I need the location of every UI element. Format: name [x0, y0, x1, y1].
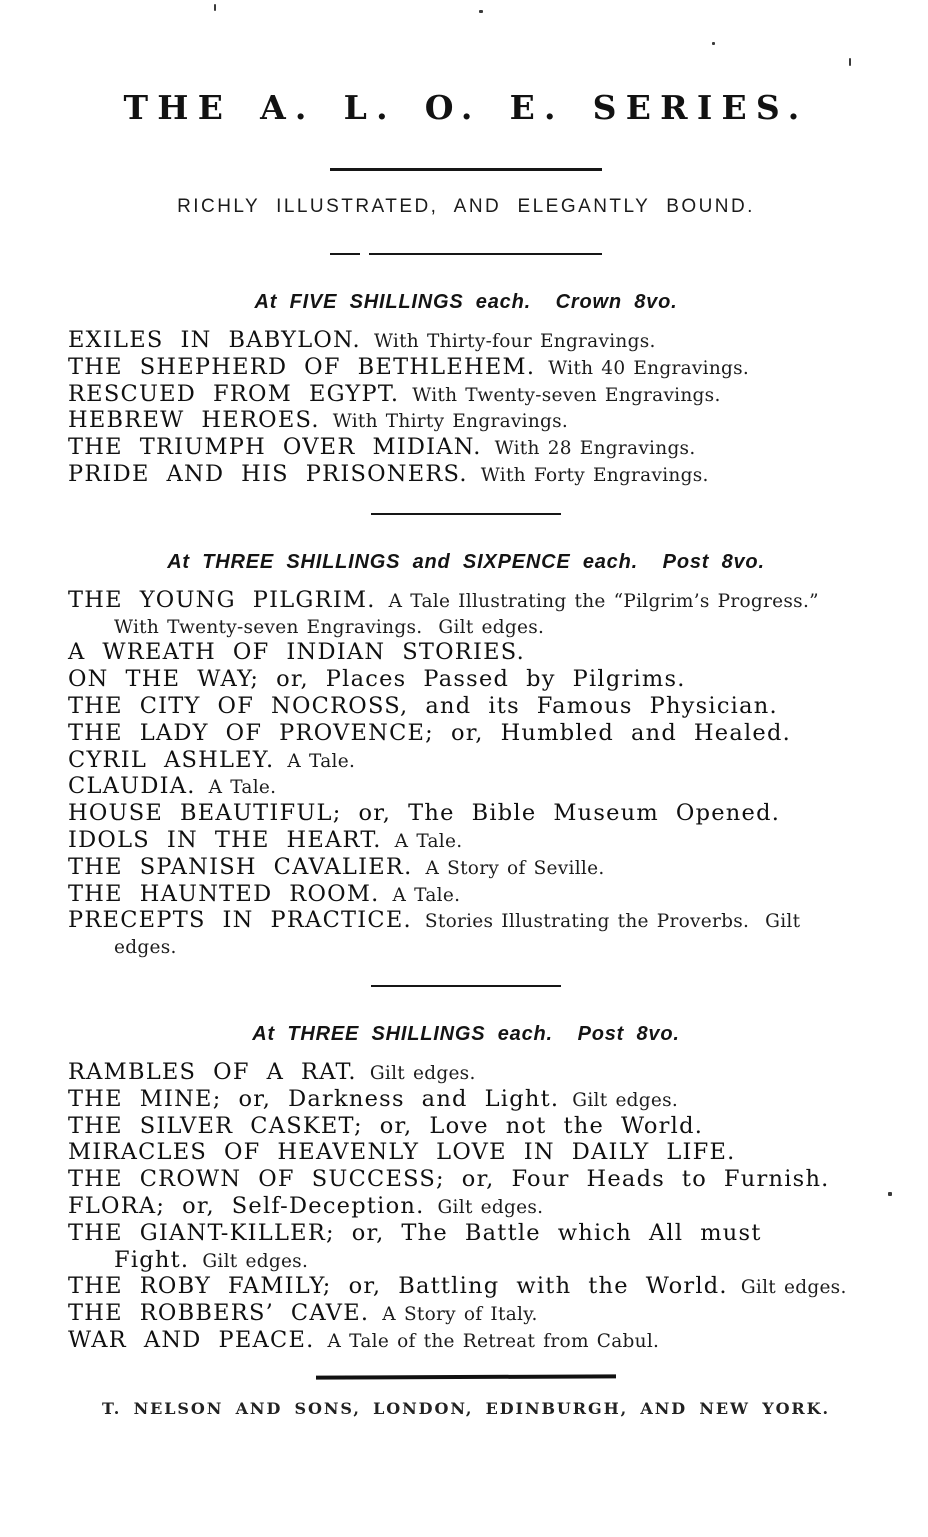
book-list: [68, 1060, 864, 1355]
book-note: With 40 Engravings.: [548, 357, 750, 379]
book-note: A Tale Illustrating the “Pilgrim’s Progress.” With Twenty-seven Engravings. Gilt edges.: [114, 590, 835, 638]
book-note: A Tale.: [392, 884, 461, 906]
page-title: THE A. L. O. E. SERIES.: [123, 88, 809, 127]
book-note: With Forty Engravings.: [480, 464, 709, 486]
section-heading: At THREE SHILLINGS each. Post 8vo.: [252, 1022, 680, 1045]
horizontal-rule: [330, 168, 602, 171]
book-title-text: THE SILVER CASKET; or, Love not the World.: [68, 1112, 704, 1139]
rule-segment: [330, 253, 360, 255]
book-entry: [68, 355, 864, 382]
book-entry: [68, 1274, 864, 1301]
book-title-text: EXILES IN BABYLON.: [68, 327, 361, 353]
book-entry: [68, 774, 864, 801]
book-entry: [68, 1060, 864, 1087]
book-entry: [68, 1221, 864, 1275]
section-three-shillings: [68, 1021, 864, 1355]
series-subtitle: RICHLY ILLUSTRATED, AND ELEGANTLY BOUND.: [177, 196, 755, 217]
book-note: With Thirty Engravings.: [332, 411, 569, 433]
book-title-text: CLAUDIA.: [68, 773, 196, 800]
book-entry: [68, 588, 864, 641]
book-entry: [68, 855, 864, 882]
book-title-text: PRECEPTS IN PRACTICE.: [68, 907, 412, 934]
scan-speck: [214, 4, 216, 11]
book-note: Gilt edges.: [202, 1250, 309, 1272]
book-title-text: IDOLS IN THE HEART.: [68, 826, 382, 853]
book-title-text: THE MINE; or, Darkness and Light.: [68, 1085, 560, 1112]
book-note: Gilt edges.: [437, 1196, 544, 1218]
book-list: [68, 588, 864, 961]
book-entry: [68, 721, 864, 748]
scan-speck: [712, 42, 715, 45]
book-entry: [68, 1301, 864, 1328]
book-entry: [68, 882, 864, 909]
book-note: A Tale.: [208, 777, 277, 799]
book-note: Stories Illustrating the Proverbs. Gilt edges.: [114, 911, 809, 959]
book-entry: [68, 382, 864, 409]
book-title-text: THE CROWN OF SUCCESS; or, Four Heads to Furnish.: [68, 1166, 830, 1193]
section-five-shillings: [68, 289, 864, 489]
book-title-text: THE SHEPHERD OF BETHLEHEM.: [68, 353, 536, 380]
book-entry: [68, 328, 864, 355]
horizontal-rule-broken: [330, 253, 602, 255]
book-entry: [68, 748, 864, 775]
book-note: Gilt edges.: [740, 1277, 847, 1299]
book-title-text: THE HAUNTED ROOM.: [68, 880, 380, 907]
book-note: With 28 Engravings.: [494, 438, 696, 460]
book-note: A Story of Italy.: [382, 1304, 538, 1326]
book-entry: [68, 908, 864, 961]
book-title-text: PRIDE AND HIS PRISONERS.: [68, 460, 468, 487]
footer-rule: [316, 1374, 616, 1379]
book-entry: [68, 1087, 864, 1114]
scan-speck: [849, 58, 851, 66]
book-entry: [68, 1114, 864, 1141]
book-title-text: CYRIL ASHLEY.: [68, 746, 275, 773]
book-note: A Tale of the Retreat from Cabul.: [327, 1330, 660, 1352]
book-list: [68, 328, 864, 489]
book-title-text: RAMBLES OF A RAT.: [68, 1058, 357, 1085]
book-title-text: WAR AND PEACE.: [68, 1326, 315, 1353]
book-entry: [68, 801, 864, 828]
book-note: Gilt edges.: [369, 1062, 476, 1084]
book-entry: [68, 435, 864, 462]
book-title-text: RESCUED FROM EGYPT.: [68, 380, 400, 407]
book-entry: [68, 828, 864, 855]
book-title-text: THE ROBBERS’ CAVE.: [68, 1300, 370, 1327]
book-entry: [68, 1194, 864, 1221]
book-title-text: THE TRIUMPH OVER MIDIAN.: [68, 434, 482, 461]
book-title-text: THE CITY OF NOCROSS, and its Famous Physician.: [68, 692, 778, 719]
book-entry: [68, 667, 864, 694]
book-note: With Twenty-seven Engravings.: [412, 384, 721, 406]
section-three-and-six: [68, 549, 864, 961]
book-title-text: THE LADY OF PROVENCE; or, Humbled and Healed.: [68, 719, 791, 746]
section-divider: [371, 985, 561, 987]
book-entry: [68, 1140, 864, 1167]
book-entry: [68, 640, 864, 667]
book-note: A Tale.: [287, 750, 356, 772]
book-title-text: HOUSE BEAUTIFUL; or, The Bible Museum Opened.: [68, 800, 781, 827]
book-title-text: THE SPANISH CAVALIER.: [68, 853, 413, 880]
rule-segment: [369, 253, 602, 255]
book-entry: [68, 1167, 864, 1194]
book-entry: [68, 1328, 864, 1355]
book-note: With Thirty-four Engravings.: [373, 331, 656, 352]
book-title-text: HEBREW HEROES.: [68, 407, 320, 434]
book-title-text: THE GIANT-KILLER; or, The Battle which All must Fight.: [68, 1219, 762, 1273]
book-title-text: THE YOUNG PILGRIM.: [68, 586, 376, 613]
book-note: A Tale.: [394, 830, 463, 852]
book-title-text: FLORA; or, Self-Deception.: [68, 1192, 425, 1219]
book-entry: [68, 694, 864, 721]
scan-speck: [888, 1192, 892, 1196]
scan-speck: [479, 10, 483, 13]
book-note: Gilt edges.: [572, 1089, 679, 1111]
book-title-text: A WREATH OF INDIAN STORIES.: [68, 639, 525, 666]
book-entry: [68, 408, 864, 435]
section-heading: At THREE SHILLINGS and SIXPENCE each. Post 8vo.: [167, 550, 765, 573]
book-title-text: MIRACLES OF HEAVENLY LOVE IN DAILY LIFE.: [68, 1139, 736, 1166]
book-title-text: ON THE WAY; or, Places Passed by Pilgrims.: [68, 666, 686, 693]
section-heading: At FIVE SHILLINGS each. Crown 8vo.: [254, 291, 678, 313]
publisher-imprint: T. NELSON AND SONS, LONDON, EDINBURGH, AND NEW YORK.: [102, 1398, 830, 1418]
section-divider: [371, 513, 561, 515]
book-title-text: THE ROBY FAMILY; or, Battling with the World.: [68, 1273, 728, 1300]
book-note: A Story of Seville.: [425, 857, 605, 879]
book-entry: [68, 462, 864, 489]
